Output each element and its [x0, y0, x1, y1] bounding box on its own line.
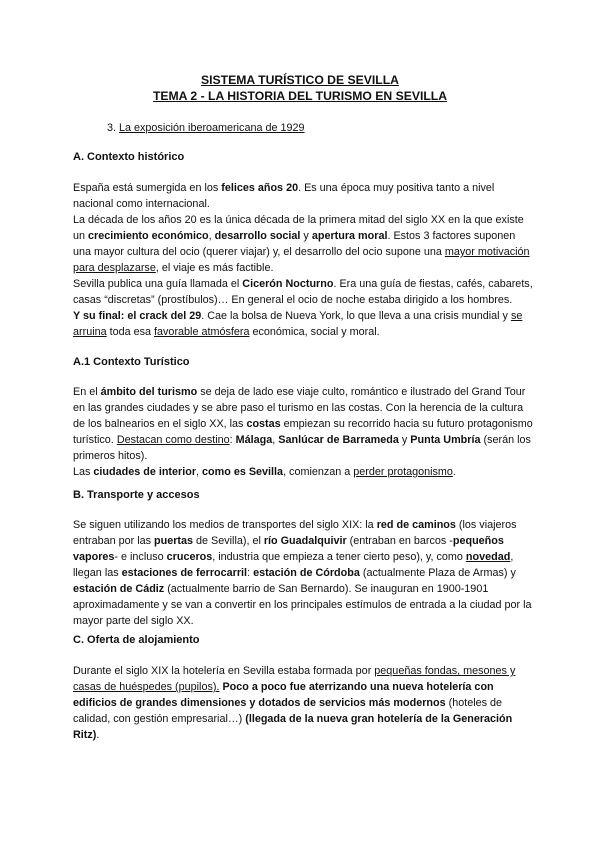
doc-subtitle-title: TEMA 2 - LA HISTORIA DEL TURISMO EN SEVILLA — [152, 89, 448, 103]
paragraph: Y su final: el crack del 29. Cae la bolsa de Nueva York, lo que lleva a una crisis mundial y se arruina toda esa favorable atmósfera económica, social y moral. — [73, 310, 523, 338]
paragraph: Se siguen utilizando los medios de transportes del siglo XIX: la red de caminos (los viajeros entraban por las puertas de Sevilla), el río Guadalquivir (entraban en barcos -pequeños vapores- e incluso cruceros, industria que empieza a tener cierto peso), y, como novedad, llegan las estaciones de ferrocarril: estación de Córdoba (actualmente Plaza de Armas) y estación de Cádiz (actualmente barrio de San Bernardo). Se inauguran en 1900-1901 aproximadamente y se van a convertir en los principales estímulos de entrada a la ciudad por la mayor parte del siglo XX. — [73, 519, 532, 627]
paragraph: España está sumergida en los felices años 20. Es una época muy positiva tanto a nivel nacional como internacional. — [73, 182, 495, 210]
doc-title: SISTEMA TURÍSTICO DE SEVILLA — [201, 73, 399, 87]
heading-contexto-historico: A. Contexto histórico — [73, 151, 185, 163]
paragraph: Sevilla publica una guía llamada el Cicerón Nocturno. Era una guía de fiestas, cafés, cabarets, casas “discretas” (prostíbulos)… En general el ocio de noche estaba dirigido a los hombres. — [73, 278, 533, 306]
section-c-body — [73, 663, 533, 743]
paragraph: En el ámbito del turismo se deja de lado ese viaje culto, romántico e ilustrado del Grand Tour en las grandes ciudades y se abre paso el turismo en las costas. Con la herencia de la cultura de los balnearios en el siglo XX, las costas empiezan su recorrido hacia su futuro protagonismo turístico. Destacan como destino: Málaga, Sanlúcar de Barrameda y Punta Umbría (serán los primeros hitos). — [73, 386, 533, 462]
heading-alojamiento: C. Oferta de alojamiento — [73, 634, 200, 646]
heading-transporte: B. Transporte y accesos — [73, 489, 200, 501]
section-subtitle: 3. La exposición iberoamericana de 1929 — [107, 122, 305, 134]
paragraph: Las ciudades de interior, como es Sevilla, comienzan a perder protagonismo. — [73, 466, 456, 478]
paragraph: Durante el siglo XIX la hotelería en Sevilla estaba formada por pequeñas fondas, mesones y casas de huéspedes (pupilos). Poco a poco fue aterrizando una nueva hotelería con edificios de grandes dimensiones y dotados de servicios más modernos (hoteles de calidad, con gestión empresarial…) (llegada de la nueva gran hotelería de la Generación Ritz). — [73, 665, 516, 741]
section-b-body — [73, 517, 533, 629]
section-a1-body — [73, 384, 533, 480]
paragraph: La década de los años 20 es la única década de la primera mitad del siglo XX en la que existe un crecimiento económico, desarrollo social y apertura moral. Estos 3 factores suponen una mayor cultura del ocio (querer viajar) y, el desarrollo del ocio supone una mayor motivación para desplazarse, el viaje es más factible. — [73, 214, 530, 274]
heading-contexto-turistico: A.1 Contexto Turístico — [73, 356, 190, 368]
section-a-body — [73, 180, 533, 340]
